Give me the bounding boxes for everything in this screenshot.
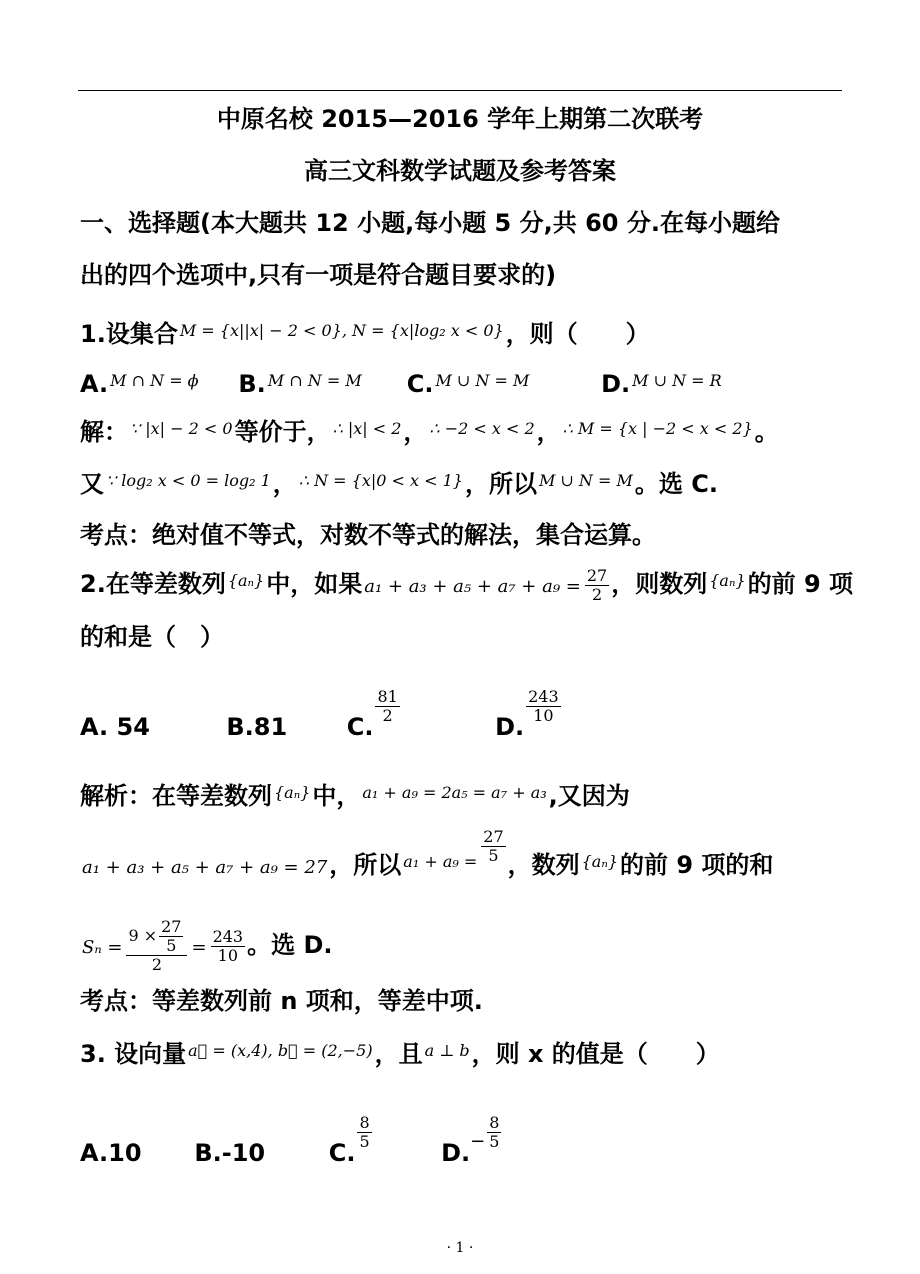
q3-stem: 3. 设向量 $^{a⃗ = (x,4), b⃗ = (2,-5)}$，且 $^{a \perp b}$，则 x 的值是（ ）: [80, 1040, 720, 1068]
section-header-line-2: 出的四个选项中,只有一项是符合题目要求的): [80, 261, 557, 289]
q2-option-a: A. 54: [80, 713, 150, 741]
q2-options: [80, 688, 563, 742]
q1-sets-math: M = {x||x| − 2 < 0}, N = {x|log₂ x < 0}: [179, 321, 504, 340]
q2-stem: 2.在等差数列 $^{\{a_n\}}$中，如果 a₁ + a₃ + a₅ + a₇ + a₉ = $\frac{27}{2}$ ，则数列 $^{\{a_n\}}$的前 9 项: [80, 565, 854, 604]
q1-option-d: D. $^{M \cup N = R}$: [601, 370, 722, 398]
q3-option-b: B.-10: [194, 1139, 266, 1167]
q1-options: [80, 366, 724, 399]
q3-option-c: C. $\frac{8}{5}$: [328, 1113, 370, 1167]
q1-kaodian: 考点：绝对值不等式，对数不等式的解法，集合运算。: [80, 521, 656, 549]
q2-solution-line-1: 解析：在等差数列 $^{\{a_n\}}$中， $^{a_1 + a_9 = 2a_5 = a_7 + a_3}$,又因为: [80, 782, 630, 810]
q2-solution-line-2: a₁ + a₃ + a₅ + a₇ + a₉ = 27，所以 $^{a_1 + a_9 =}$ $\frac{27}{5}$ ，数列 $^{\{a_n\}}$的前 9 项的和: [82, 827, 774, 879]
title-line-2: 高三文科数学试题及参考答案: [304, 157, 616, 185]
top-rule: [78, 90, 842, 91]
q2-kaodian: 考点：等差数列前 n 项和，等差中项.: [80, 987, 483, 1015]
q1-prefix: 1.设集合: [80, 320, 178, 348]
section-header-line-1: 一、选择题(本大题共 12 小题,每小题 5 分,共 60 分.在每小题给: [80, 209, 780, 237]
q1-solution-line-1: 解： $^{\because |x| - 2 < 0}$等价于， $^{\therefore |x| < 2}$， $^{\therefore -2 < x < 2}$， $^{\therefore M = \{x | -2 < x < 2\}}$。: [80, 418, 779, 446]
q1-option-a: A. $^{M \cap N = \phi}$: [80, 370, 199, 398]
q1-solution-line-2: 又 $^{\because log_2 x < 0 = log_2 1}$， $^{\therefore N = \{x|0 < x < 1\}}$，所以 $^{M \cup N = M}$。选 C.: [80, 470, 718, 498]
q3-options: [80, 1114, 503, 1168]
title-line-1: 中原名校 2015—2016 学年上期第二次联考: [216, 105, 704, 133]
page-number: · 1 ·: [446, 1240, 474, 1256]
q1-option-b: B. $^{M \cap N = M}$: [238, 370, 362, 398]
q2-option-c: C. $\frac{81}{2}$: [346, 687, 398, 741]
q2-option-b: B.81: [226, 713, 288, 741]
q2-fraction: $\frac{27}{2}$: [586, 565, 608, 604]
q2-stem-line-2: 的和是（ ）: [80, 623, 224, 651]
q1-option-c: C. $^{M \cup N = M}$: [406, 370, 530, 398]
q3-option-d: D.− $\frac{8}{5}$: [441, 1113, 500, 1167]
q3-option-a: A.10: [80, 1139, 142, 1167]
q1-suffix: ，则（ ）: [505, 320, 650, 348]
q2-sn-formula: Sₙ = 9 × $\frac{27}{5}$ 2 = $\frac{243}{10}$ 。选 D.: [82, 917, 333, 974]
q1-stem: [80, 316, 650, 349]
q2-option-d: D. $\frac{243}{10}$: [495, 687, 559, 741]
